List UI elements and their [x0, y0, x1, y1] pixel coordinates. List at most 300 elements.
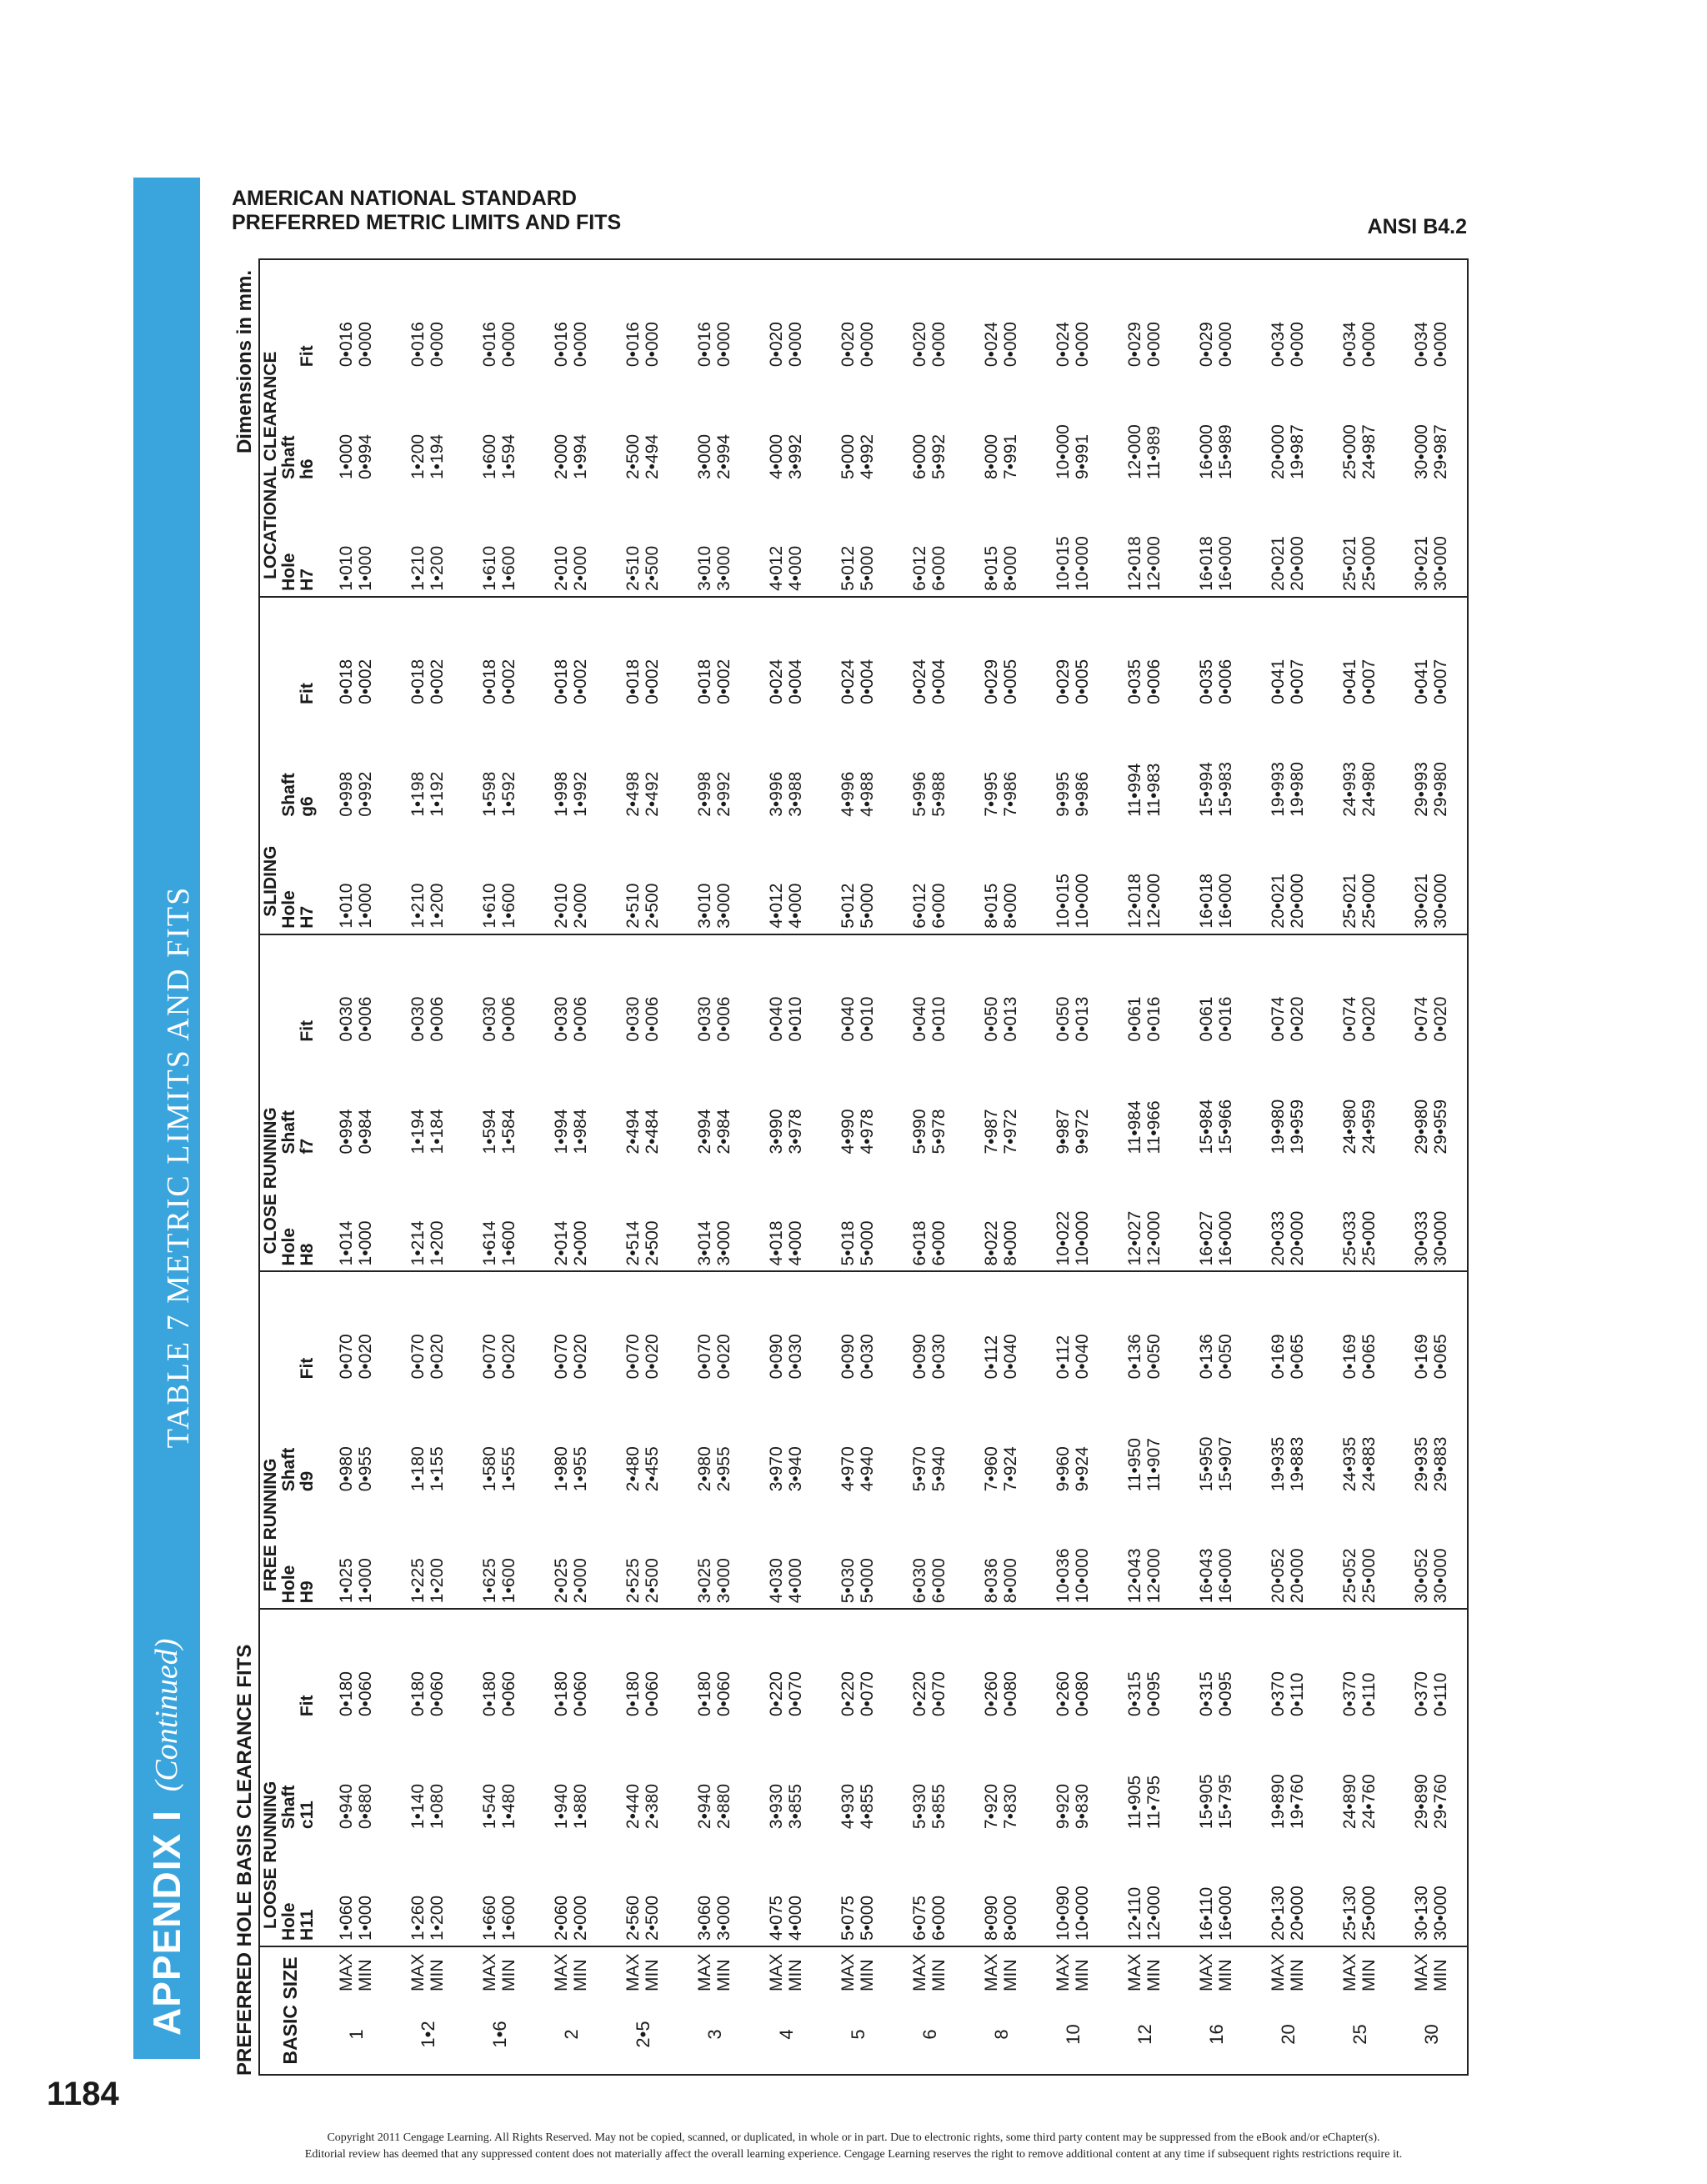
max-value: 2•498 [623, 771, 643, 817]
max-value: 16•110 [1197, 1886, 1216, 1941]
max-value: 29•935 [1412, 1436, 1431, 1492]
min-value: 0•955 [356, 1446, 375, 1492]
min-value: 5•978 [929, 1109, 949, 1155]
min-value: 25•000 [1359, 873, 1379, 929]
min-value: 0•010 [786, 996, 805, 1042]
min-value: 5•000 [858, 1220, 877, 1266]
min-value: 11•795 [1144, 1775, 1164, 1830]
min-value: 9•924 [1073, 1446, 1092, 1492]
min-value: 0•060 [643, 1671, 662, 1717]
max-value: 9•987 [1054, 1109, 1073, 1155]
min-value: 30•000 [1431, 873, 1450, 929]
max-value: 0•029 [1054, 659, 1073, 704]
value-cell [1037, 484, 1109, 597]
value-cell [535, 259, 607, 372]
value-cell [1324, 1160, 1395, 1272]
min-value: 1•200 [428, 1220, 447, 1266]
min-value: 4•000 [786, 883, 805, 929]
value-cell [1037, 1609, 1109, 1721]
min-value: 30•000 [1431, 536, 1450, 591]
min-label: MIN [786, 1959, 805, 1991]
column-header [280, 259, 320, 372]
value-cell [965, 709, 1037, 822]
min-value: 19•959 [1288, 1099, 1307, 1155]
value-cell [678, 934, 750, 1047]
value-cell [894, 1834, 965, 1946]
min-value: 4•000 [786, 1558, 805, 1604]
max-value: 19•890 [1269, 1774, 1288, 1830]
max-value: 2•514 [623, 1220, 643, 1266]
min-value: 0•984 [356, 1109, 375, 1155]
value-cell [607, 372, 678, 484]
max-value: 0•018 [480, 659, 499, 704]
value-cell [535, 1834, 607, 1946]
max-value: 19•993 [1269, 762, 1288, 817]
min-value: 0•000 [356, 322, 375, 368]
max-value: 0•998 [337, 771, 356, 817]
max-value: 0•018 [337, 659, 356, 704]
max-value: 0•041 [1269, 659, 1288, 704]
min-label: MIN [1288, 1959, 1307, 1991]
max-value: 0•180 [337, 1671, 356, 1717]
max-value: 4•990 [838, 1109, 858, 1155]
value-cell [392, 1496, 463, 1609]
min-value: 0•020 [356, 1334, 375, 1380]
value-cell [1395, 822, 1468, 934]
max-value: 7•995 [982, 771, 1001, 817]
max-value: 24•890 [1340, 1774, 1359, 1830]
value-cell [535, 372, 607, 484]
max-value: 0•034 [1340, 322, 1359, 368]
min-value: 1•994 [571, 433, 590, 479]
column-header [280, 934, 320, 1047]
column-header [280, 1496, 320, 1609]
min-value: 30•000 [1431, 1210, 1450, 1266]
max-value: 10•015 [1054, 873, 1073, 929]
min-value: 1•984 [571, 1109, 590, 1155]
max-label: MAX [1054, 1953, 1073, 1991]
value-cell [750, 822, 822, 934]
min-value: 0•020 [1359, 996, 1379, 1042]
max-value: 1•598 [480, 771, 499, 817]
max-value: 2•998 [695, 771, 714, 817]
min-value: 25•000 [1359, 536, 1379, 591]
max-min-label-cell [1252, 1946, 1324, 1995]
min-value: 4•992 [858, 433, 877, 479]
max-value: 2•940 [695, 1783, 714, 1830]
group-header: FREE RUNNING [259, 1271, 280, 1609]
table-row [1109, 259, 1180, 2075]
min-value: 8•000 [1001, 545, 1020, 591]
basic-size-cell: 16 [1205, 2024, 1227, 2045]
min-value: 2•484 [643, 1109, 662, 1155]
value-cell [1180, 1047, 1252, 1160]
max-value: 0•020 [767, 322, 786, 368]
min-value: 0•010 [858, 996, 877, 1042]
value-cell [607, 1160, 678, 1272]
max-value: 0•370 [1269, 1671, 1288, 1717]
value-cell [463, 597, 535, 709]
max-value: 3•970 [767, 1446, 786, 1492]
min-value: 0•000 [643, 322, 662, 368]
min-value: 2•380 [643, 1783, 662, 1830]
min-value: 5•000 [858, 883, 877, 929]
min-value: 0•110 [1431, 1672, 1450, 1717]
min-value: 1•594 [499, 433, 518, 479]
max-value: 5•075 [838, 1895, 858, 1941]
value-cell [750, 1384, 822, 1496]
value-cell [965, 1609, 1037, 1721]
min-value: 5•855 [929, 1783, 949, 1830]
min-value: 0•020 [1431, 996, 1450, 1042]
min-value: 0•007 [1431, 659, 1450, 704]
value-cell [894, 1160, 965, 1272]
value-cell [1180, 822, 1252, 934]
value-cell [1109, 1609, 1180, 1721]
max-value: 1•540 [480, 1783, 499, 1830]
min-value: 0•006 [714, 996, 733, 1042]
value-cell [1109, 597, 1180, 709]
min-value: 3•940 [786, 1446, 805, 1492]
value-cell [320, 597, 392, 709]
value-cell [750, 1271, 822, 1384]
min-value: 19•760 [1288, 1774, 1307, 1830]
max-value: 0•112 [1054, 1335, 1073, 1380]
min-value: 2•500 [643, 1220, 662, 1266]
value-cell [678, 1834, 750, 1946]
basic-size-cell: 2 [560, 2029, 582, 2040]
min-value: 7•830 [1001, 1783, 1020, 1830]
basic-size-cell: 2•5 [632, 2021, 653, 2048]
value-cell [678, 484, 750, 597]
min-value: 1•600 [499, 1558, 518, 1604]
value-cell [1037, 1384, 1109, 1496]
max-value: 2•014 [552, 1220, 571, 1266]
basic-size-cell: 12 [1134, 2024, 1155, 2045]
value-cell [1395, 372, 1468, 484]
value-cell [822, 822, 894, 934]
max-value: 2•000 [552, 433, 571, 479]
max-value: 0•030 [552, 996, 571, 1042]
max-value: 0•018 [408, 659, 428, 704]
subheader-row [280, 259, 320, 2075]
value-cell [1395, 1721, 1468, 1834]
max-value: 3•990 [767, 1109, 786, 1155]
max-value: 6•018 [910, 1220, 929, 1266]
value-cell [822, 372, 894, 484]
column-header-line: H7 [298, 569, 317, 591]
value-cell [1109, 822, 1180, 934]
max-label: MAX [1125, 1953, 1144, 1991]
max-value: 2•510 [623, 883, 643, 929]
value-cell [463, 934, 535, 1047]
max-value: 1•200 [408, 433, 428, 479]
column-header-line: g6 [298, 796, 317, 817]
min-value: 12•000 [1144, 1548, 1164, 1604]
max-value: 0•074 [1412, 996, 1431, 1042]
min-value: 0•040 [1073, 1334, 1092, 1380]
max-value: 2•980 [695, 1446, 714, 1492]
max-value: 0•035 [1197, 659, 1216, 704]
basic-size-cell: 8 [990, 2029, 1012, 2040]
value-cell [1324, 1609, 1395, 1721]
min-value: 25•000 [1359, 1548, 1379, 1604]
value-cell [1324, 1047, 1395, 1160]
value-cell [678, 709, 750, 822]
max-value: 1•600 [480, 433, 499, 479]
min-value: 0•006 [428, 996, 447, 1042]
column-header-line: Hole [279, 1565, 298, 1604]
min-value: 0•880 [356, 1783, 375, 1830]
min-value: 20•000 [1288, 1210, 1307, 1266]
max-value: 15•905 [1197, 1774, 1216, 1830]
max-value: 0•070 [623, 1334, 643, 1380]
column-header-line: Fit [298, 1695, 317, 1717]
max-value: 1•210 [408, 545, 428, 591]
max-min-label-cell [822, 1946, 894, 1995]
max-value: 0•030 [623, 996, 643, 1042]
value-cell [1180, 709, 1252, 822]
max-value: 29•890 [1412, 1774, 1431, 1830]
min-value: 0•020 [1288, 996, 1307, 1042]
min-value: 16•000 [1216, 1886, 1235, 1941]
column-header [280, 484, 320, 597]
value-cell [463, 1384, 535, 1496]
max-value: 0•016 [623, 322, 643, 368]
min-value: 6•000 [929, 545, 949, 591]
min-value: 16•000 [1216, 873, 1235, 929]
value-cell [1180, 1271, 1252, 1384]
min-value: 0•006 [571, 996, 590, 1042]
max-value: 11•905 [1125, 1775, 1144, 1830]
column-header [280, 1047, 320, 1160]
value-cell [1395, 934, 1468, 1047]
value-cell [1037, 597, 1109, 709]
header-line-1: AMERICAN NATIONAL STANDARD [232, 187, 577, 210]
min-value: 29•883 [1431, 1436, 1450, 1492]
value-cell [1180, 1384, 1252, 1496]
max-value: 1•614 [480, 1220, 499, 1266]
value-cell [1252, 1160, 1324, 1272]
min-value: 1•184 [428, 1109, 447, 1155]
max-value: 5•930 [910, 1783, 929, 1830]
value-cell [1252, 372, 1324, 484]
min-value: 0•002 [643, 659, 662, 704]
value-cell [535, 597, 607, 709]
min-value: 8•000 [1001, 883, 1020, 929]
value-cell [463, 372, 535, 484]
min-value: 0•080 [1073, 1671, 1092, 1717]
min-value: 0•020 [643, 1334, 662, 1380]
value-cell [607, 597, 678, 709]
column-header-line: Shaft [279, 1785, 298, 1830]
value-cell [750, 709, 822, 822]
value-cell [965, 934, 1037, 1047]
max-value: 0•040 [838, 996, 858, 1042]
value-cell [1109, 1834, 1180, 1946]
value-cell [392, 1160, 463, 1272]
value-cell [965, 1834, 1037, 1946]
max-value: 1•980 [552, 1446, 571, 1492]
value-cell [607, 1271, 678, 1384]
max-value: 8•090 [982, 1895, 1001, 1941]
max-label: MAX [1340, 1953, 1359, 1991]
min-value: 0•004 [858, 659, 877, 704]
min-value: 0•006 [356, 996, 375, 1042]
min-value: 6•000 [929, 1895, 949, 1941]
value-cell [535, 1496, 607, 1609]
min-value: 1•000 [356, 545, 375, 591]
max-value: 4•075 [767, 1895, 786, 1941]
max-value: 0•980 [337, 1446, 356, 1492]
max-value: 0•024 [838, 659, 858, 704]
min-value: 0•000 [714, 322, 733, 368]
column-header-line: Shaft [279, 1110, 298, 1155]
min-value: 6•000 [929, 883, 949, 929]
value-cell [320, 1496, 392, 1609]
min-label: MIN [499, 1959, 518, 1991]
min-value: 11•907 [1144, 1438, 1164, 1492]
basic-size-cell: 5 [847, 2029, 869, 2040]
max-value: 30•033 [1412, 1210, 1431, 1266]
min-value: 19•980 [1288, 762, 1307, 817]
value-cell [1109, 1496, 1180, 1609]
max-value: 0•016 [695, 322, 714, 368]
min-value: 20•000 [1288, 1886, 1307, 1941]
min-value: 6•000 [929, 1220, 949, 1266]
min-value: 2•492 [643, 771, 662, 817]
max-value: 0•034 [1269, 322, 1288, 368]
value-cell [822, 259, 894, 372]
min-value: 0•020 [499, 1334, 518, 1380]
min-value: 0•000 [786, 322, 805, 368]
min-value: 7•972 [1001, 1109, 1020, 1155]
max-value: 1•998 [552, 771, 571, 817]
max-value: 0•016 [552, 322, 571, 368]
min-value: 0•006 [499, 996, 518, 1042]
max-value: 11•994 [1125, 763, 1144, 817]
min-value: 0•070 [858, 1671, 877, 1717]
value-cell [320, 1271, 392, 1384]
min-value: 29•987 [1431, 424, 1450, 479]
min-label: MIN [1216, 1959, 1235, 1991]
max-value: 0•370 [1340, 1671, 1359, 1717]
max-value: 0•090 [838, 1334, 858, 1380]
max-value: 12•018 [1125, 873, 1144, 929]
min-value: 12•000 [1144, 873, 1164, 929]
min-label: MIN [1001, 1959, 1020, 1991]
group-header: LOCATIONAL CLEARANCE [259, 259, 280, 597]
value-cell [965, 1496, 1037, 1609]
table-row [1037, 259, 1109, 2075]
group-header: SLIDING [259, 597, 280, 934]
min-label: MIN [1359, 1959, 1379, 1991]
min-value: 1•584 [499, 1109, 518, 1155]
column-header-line: Shaft [279, 435, 298, 479]
min-value: 1•480 [499, 1783, 518, 1830]
value-cell [1324, 1834, 1395, 1946]
min-value: 0•006 [1144, 659, 1164, 704]
column-header-line: Hole [279, 553, 298, 591]
value-cell [965, 1721, 1037, 1834]
min-value: 8•000 [1001, 1558, 1020, 1604]
min-value: 0•000 [1359, 322, 1379, 368]
max-value: 24•993 [1340, 762, 1359, 817]
value-cell [1324, 934, 1395, 1047]
min-value: 30•000 [1431, 1886, 1450, 1941]
min-value: 1•155 [428, 1446, 447, 1492]
min-value: 1•555 [499, 1446, 518, 1492]
min-value: 9•972 [1073, 1109, 1092, 1155]
min-value: 0•013 [1001, 996, 1020, 1042]
min-value: 9•991 [1073, 433, 1092, 479]
min-value: 29•959 [1431, 1099, 1450, 1155]
value-cell [535, 934, 607, 1047]
value-cell [392, 822, 463, 934]
max-value: 0•180 [408, 1671, 428, 1717]
value-cell [392, 1384, 463, 1496]
max-value: 5•012 [838, 883, 858, 929]
max-value: 9•920 [1054, 1783, 1073, 1830]
max-value: 20•021 [1269, 536, 1288, 591]
value-cell [750, 1834, 822, 1946]
table-row [678, 259, 750, 2075]
value-cell [463, 1047, 535, 1160]
min-value: 2•000 [571, 883, 590, 929]
value-cell [965, 1271, 1037, 1384]
max-value: 0•220 [910, 1671, 929, 1717]
max-value: 0•030 [695, 996, 714, 1042]
max-value: 1•060 [337, 1895, 356, 1941]
basic-size-cell: 4 [775, 2029, 797, 2040]
max-value: 1•210 [408, 883, 428, 929]
value-cell [894, 1609, 965, 1721]
column-header [280, 597, 320, 709]
basic-size-cell: 10 [1062, 2024, 1084, 2045]
max-value: 0•136 [1125, 1334, 1144, 1380]
min-value: 2•000 [571, 1895, 590, 1941]
value-cell [320, 1834, 392, 1946]
column-header [280, 822, 320, 934]
min-label: MIN [858, 1959, 877, 1991]
value-cell [678, 822, 750, 934]
min-value: 0•070 [786, 1671, 805, 1717]
value-cell [1395, 709, 1468, 822]
max-value: 1•214 [408, 1220, 428, 1266]
value-cell [392, 1834, 463, 1946]
max-value: 30•000 [1412, 424, 1431, 479]
table-row [392, 259, 463, 2075]
value-cell [1109, 259, 1180, 372]
value-cell [678, 1384, 750, 1496]
max-value: 8•000 [982, 433, 1001, 479]
max-value: 20•130 [1269, 1886, 1288, 1941]
column-header-line: f7 [298, 1138, 317, 1155]
continued-label: (Continued) [149, 1638, 184, 1792]
max-value: 16•000 [1197, 424, 1216, 479]
max-value: 0•994 [337, 1109, 356, 1155]
basic-size-cell: 1•2 [417, 2021, 438, 2048]
value-cell [1252, 934, 1324, 1047]
min-value: 10•000 [1073, 873, 1092, 929]
column-header [280, 1384, 320, 1496]
value-cell [535, 1384, 607, 1496]
page-header [232, 187, 621, 235]
column-header-line: Shaft [279, 773, 298, 817]
max-value: 0•024 [910, 659, 929, 704]
max-min-label-cell [463, 1946, 535, 1995]
max-value: 12•018 [1125, 536, 1144, 591]
